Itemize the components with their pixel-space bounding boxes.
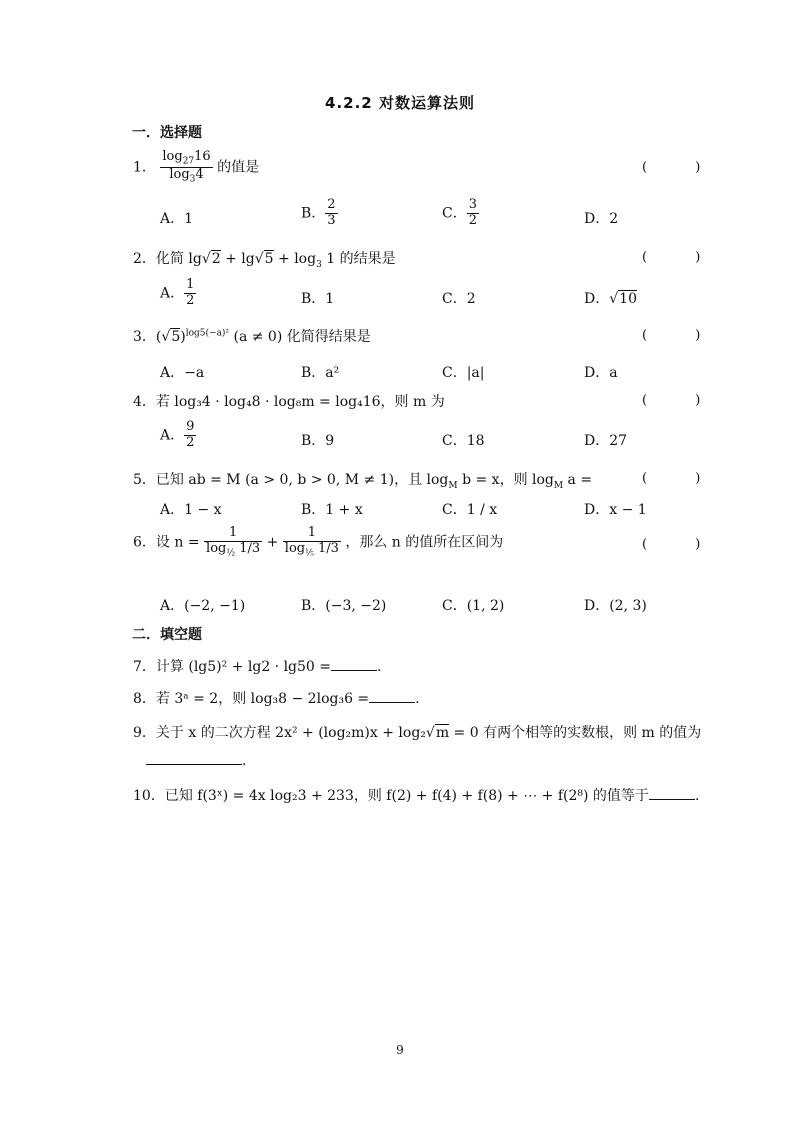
q5-option-b: B．1 + x — [301, 502, 363, 518]
q6-option-b: B．(−3, −2) — [301, 598, 387, 614]
q4-option-c: C．18 — [442, 433, 485, 449]
page-number: 9 — [396, 1043, 404, 1057]
q1-option-b: B． $\frac{2}{3}$ — [301, 197, 336, 228]
answer-paren-3: ( ) — [642, 328, 723, 343]
question-7: 7．计算 (lg5)² + lg2 · lg50 = . — [133, 659, 382, 675]
answer-blank-7[interactable] — [331, 658, 377, 671]
q6-option-c: C．(1, 2) — [442, 598, 505, 614]
q3-option-b: B．a² — [301, 365, 340, 381]
q4-option-d: D．27 — [584, 433, 628, 449]
question-6: 6．设 n = $\frac{1}{\log_{\frac{1}{2}} 1/3}$ + $\frac{1}{\log_{\frac{1}{5}} 1/3}$ ，那么 n 的值所在区间为 — [133, 525, 504, 559]
answer-paren-2: ( ) — [642, 250, 723, 265]
q3-option-a: A．−a — [160, 365, 205, 381]
q2-option-c: C．2 — [442, 291, 476, 307]
q6-option-a: A．(−2, −1) — [160, 598, 246, 614]
answer-paren-1: ( ) — [642, 160, 723, 175]
page-title: 4.2.2 对数运算法则 — [325, 94, 475, 112]
q5-option-a: A．1 − x — [160, 502, 222, 518]
q1-option-d: D．2 — [584, 211, 619, 227]
q4-option-a: A． $\frac{9}{2}$ — [160, 419, 195, 450]
question-4: 4．若 log₃4 · log₄8 · log₈m = log₄16，则 m 为 — [133, 394, 445, 410]
question-2: 2．化简 $\lg√2 + \lg√5 + \log_3 1$ 的结果是 — [133, 251, 396, 270]
answer-blank-8[interactable] — [369, 690, 415, 703]
q6-option-d: D．(2, 3) — [584, 598, 647, 614]
q2-option-b: B．1 — [301, 291, 335, 307]
q3-option-c: C．|a| — [442, 365, 485, 381]
question-1: 1． $\frac{\log_{27}16}{\log_34}$ 的值是 — [133, 149, 260, 185]
section-fill: 二．填空题 — [132, 627, 202, 643]
q4-option-b: B．9 — [301, 433, 335, 449]
q3-option-d: D．a — [584, 365, 618, 381]
q2-option-d: D．√10 — [584, 291, 637, 307]
answer-paren-4: ( ) — [642, 393, 723, 408]
answer-blank-9[interactable] — [146, 752, 242, 765]
q1-option-a: A．1 — [160, 211, 194, 227]
q1-option-c: C． $\frac{3}{2}$ — [442, 197, 477, 228]
question-10: 10．已知 f(3ˣ) = 4x log₂3 + 233，则 f(2) + f(4) + f(8) + ⋯ + f(2⁸) 的值等于 . — [133, 788, 700, 804]
question-3: 3．$(√5)^{log5(-a)^2}$ (a ≠ 0) 化简得结果是 — [133, 328, 371, 345]
question-8: 8．若 3ᵃ = 2，则 log₃8 − 2log₃6 = . — [133, 691, 420, 707]
q1-fraction: $\frac{\log_{27}16}{\log_34}$ — [162, 149, 211, 185]
section-choice: 一．选择题 — [132, 125, 202, 141]
answer-paren-6: ( ) — [642, 537, 723, 552]
question-9: 9．关于 x 的二次方程 2x² + (log₂m)x + log₂√m = 0 有两个相等的实数根，则 m 的值为 — [133, 725, 702, 741]
question-5: 5．已知 ab = M (a > 0, b > 0, M ≠ 1)，且 $\log_M b = x$，则 $\log_M a$ = — [133, 472, 593, 491]
question-9-line-2: . — [146, 752, 246, 769]
q5-option-d: D．x − 1 — [584, 502, 647, 518]
answer-paren-5: ( ) — [642, 471, 723, 486]
q5-option-c: C．1 / x — [442, 502, 498, 518]
answer-blank-10[interactable] — [649, 787, 695, 800]
q2-option-a: A． $\frac{1}{2}$ — [160, 277, 195, 308]
